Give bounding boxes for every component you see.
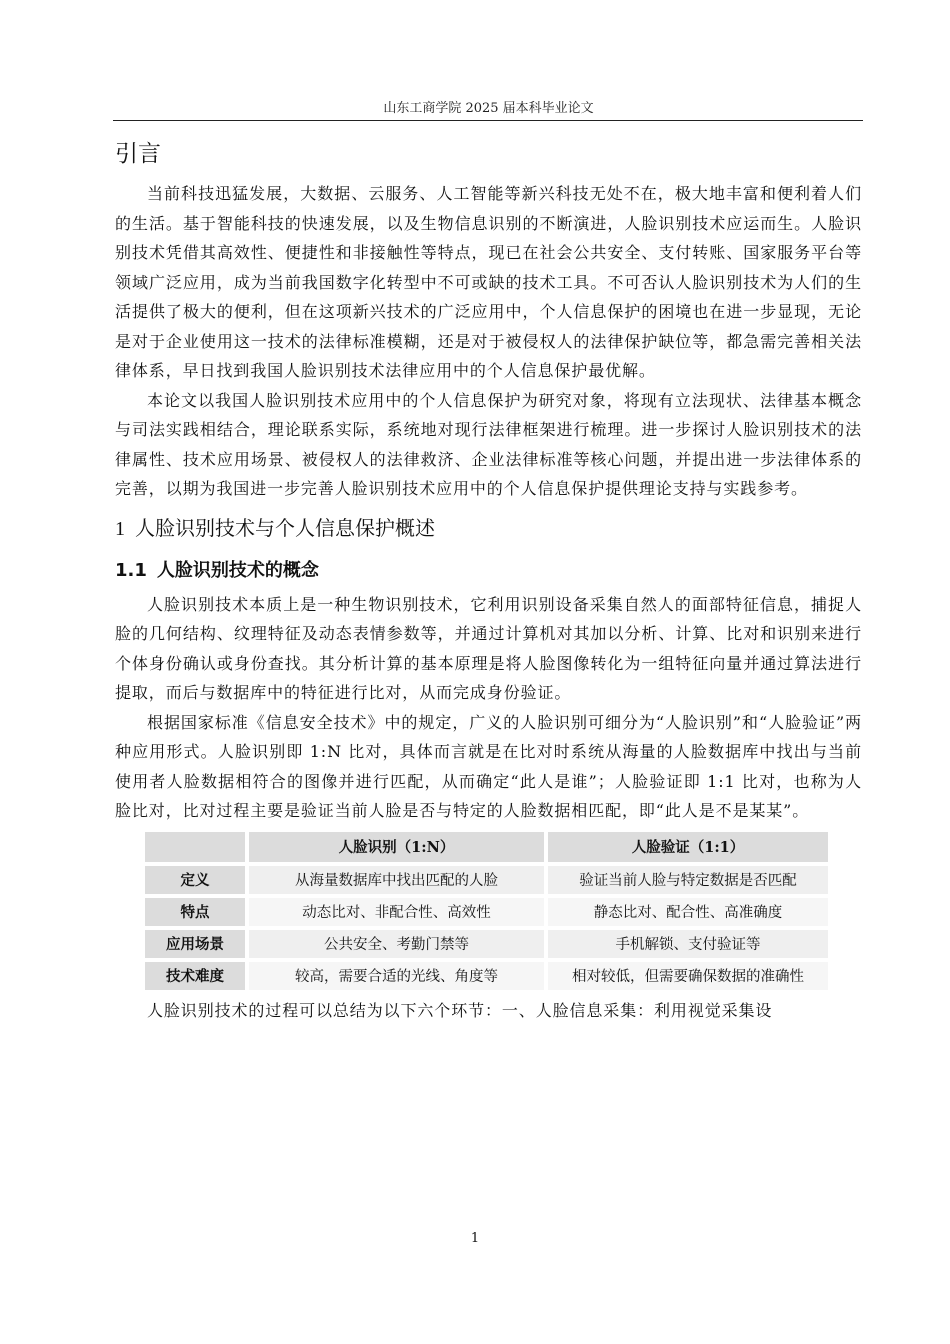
table-row-header: 特点 [145, 898, 245, 926]
table-row [145, 930, 828, 958]
header-divider [113, 120, 863, 121]
section-1-title: 人脸识别技术与个人信息保护概述 [135, 515, 435, 540]
table-row [145, 962, 828, 990]
table-corner-cell [145, 832, 245, 862]
page-content [115, 134, 862, 1025]
section-1-number: 1 [115, 517, 125, 540]
intro-paragraph-2: 本论文以我国人脸识别技术应用中的个人信息保护为研究对象，将现有立法现状、法律基本概念与司法实践相结合，理论联系实际，系统地对现行法律框架进行梳理。进一步探讨人脸识别技术的法律属性、技术应用场景、被侵权人的法律救济、企业法律标准等核心问题，并提出进一步法律体系的完善，以期为我国进一步完善人脸识别技术应用中的个人信息保护提供理论支持与实践参考。 [115, 390, 862, 498]
page-number: 1 [470, 1231, 480, 1246]
table-row [145, 898, 828, 926]
table-cell: 从海量数据库中找出匹配的人脸 [249, 866, 544, 894]
table-cell: 手机解锁、支付验证等 [548, 930, 828, 958]
table-cell: 静态比对、配合性、高准确度 [548, 898, 828, 926]
table-cell: 验证当前人脸与特定数据是否匹配 [548, 866, 828, 894]
table-row-header: 定义 [145, 866, 245, 894]
table-row [145, 866, 828, 894]
after-table-paragraph: 人脸识别技术的过程可以总结为以下六个环节：一、人脸信息采集：利用视觉采集设 [147, 1000, 773, 1020]
table-cell: 相对较低，但需要确保数据的准确性 [548, 962, 828, 990]
section-1-1-paragraph-2: 根据国家标准《信息安全技术》中的规定，广义的人脸识别可细分为“人脸识别”和“人脸验证”两种应用形式。人脸识别即 1:N 比对，具体而言就是在比对时系统从海量的人脸数据库中找出与当前使用者人脸数据相符合的图像并进行匹配，从而确定“此人是谁”；人脸验证即 1:1 比对，也称为人脸比对，比对过程主要是验证当前人脸是否与特定的人脸数据相匹配，即“此人是不是某某”。 [115, 712, 862, 820]
table-column-header: 人脸识别（1:N） [249, 832, 544, 862]
section-1-1-number: 1.1 [115, 559, 147, 581]
comparison-table [141, 828, 832, 994]
table-cell: 较高，需要合适的光线、角度等 [249, 962, 544, 990]
section-1-heading [115, 513, 862, 544]
section-1-1-paragraph-1: 人脸识别技术本质上是一种生物识别技术，它利用识别设备采集自然人的面部特征信息，捕捉人脸的几何结构、纹理特征及动态表情参数等，并通过计算机对其加以分析、计算、比对和识别来进行个体身份确认或身份查找。其分析计算的基本原理是将人脸图像转化为一组特征向量并通过算法进行提取，而后与数据库中的特征进行比对，从而完成身份验证。 [115, 594, 862, 702]
intro-heading: 引言 [115, 141, 161, 167]
table-cell: 公共安全、考勤门禁等 [249, 930, 544, 958]
section-1-1-title: 人脸识别技术的概念 [156, 559, 319, 581]
table-row-header: 应用场景 [145, 930, 245, 958]
table-header-row [145, 832, 828, 862]
table-row-header: 技术难度 [145, 962, 245, 990]
running-header: 山东工商学院 2025 届本科毕业论文 [383, 101, 594, 116]
table-column-header: 人脸验证（1:1） [548, 832, 828, 862]
table-cell: 动态比对、非配合性、高效性 [249, 898, 544, 926]
section-1-1-heading [115, 556, 862, 586]
intro-paragraph-1: 当前科技迅猛发展，大数据、云服务、人工智能等新兴科技无处不在，极大地丰富和便利着人们的生活。基于智能科技的快速发展，以及生物信息识别的不断演进，人脸识别技术应运而生。人脸识别技术凭借其高效性、便捷性和非接触性等特点，现已在社会公共安全、支付转账、国家服务平台等领域广泛应用，成为当前我国数字化转型中不可或缺的技术工具。不可否认人脸识别技术为人们的生活提供了极大的便利，但在这项新兴技术的广泛应用中，个人信息保护的困境也在进一步显现，无论是对于企业使用这一技术的法律标准模糊，还是对于被侵权人的法律保护缺位等，都急需完善相关法律体系，早日找到我国人脸识别技术法律应用中的个人信息保护最优解。 [115, 184, 862, 380]
